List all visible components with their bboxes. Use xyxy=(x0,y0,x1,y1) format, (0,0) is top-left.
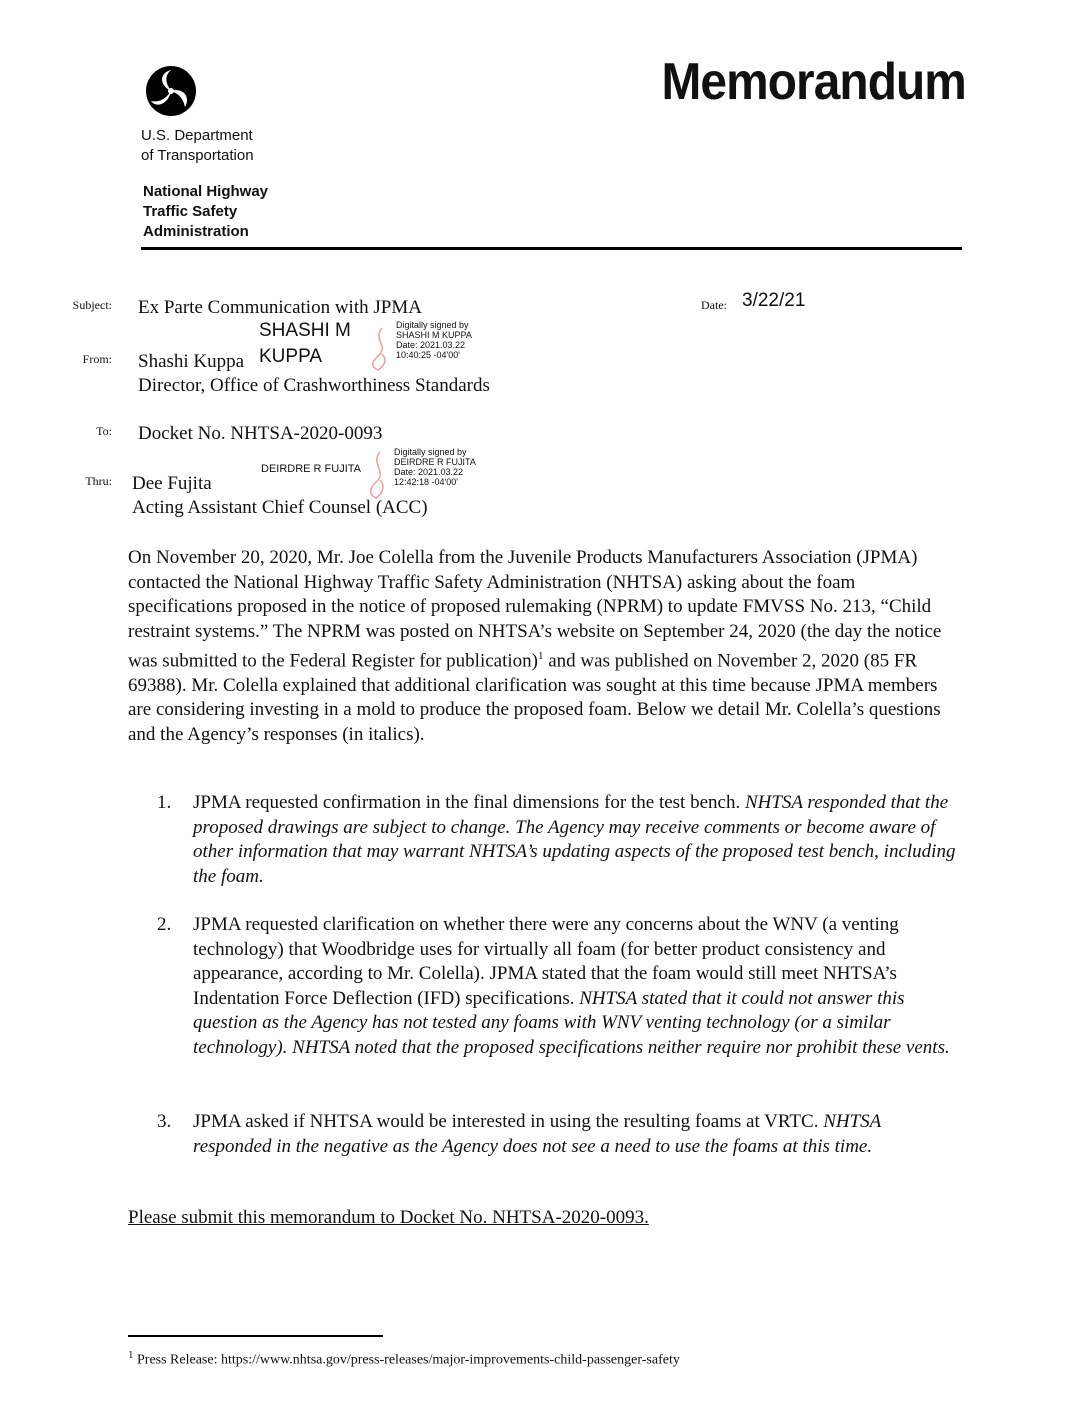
dot-logo-icon xyxy=(145,65,197,117)
footnote-divider xyxy=(128,1335,383,1337)
signature-mark-icon xyxy=(368,326,392,372)
header-divider xyxy=(141,247,962,250)
subject-value: Ex Parte Communication with JPMA xyxy=(138,297,422,318)
subject-label: Subject: xyxy=(72,298,112,312)
intro-paragraph: On November 20, 2020, Mr. Joe Colella from the Juvenile Products Manufacturers Association (JPMA) contacted the National Highway Traffic Safety Administration (NHTSA) asking about the foam specifications proposed in the notice of proposed rulemaking (NPRM) to update FMVSS No. 213, “Child restraint systems.” The NPRM was posted on NHTSA’s website on September 24, 2020 (the day the notice was submitted to the Federal Register for publication)$^1$ and was published on November 2, 2020 (85 FR 69388). Mr. Colella explained that additional clarification was sought at this time because JPMA members are considering investing in a mold to produce the proposed foam. Below we detail Mr. Colella’s questions and the Agency’s responses (in italics). xyxy=(128,547,942,745)
memo-title: Memorandum xyxy=(661,53,966,111)
to-value: Docket No. NHTSA-2020-0093 xyxy=(138,423,383,444)
date-label: Date: xyxy=(701,298,727,312)
date-value: 3/22/21 xyxy=(742,290,806,311)
thru-title: Acting Assistant Chief Counsel (ACC) xyxy=(132,497,428,518)
signature2-name: DEIRDRE R FUJITA xyxy=(261,463,362,475)
signature-name-line1: SHASHI M xyxy=(259,320,351,341)
department-name: U.S. Department of Transportation xyxy=(141,127,254,164)
list-item: 2. JPMA requested clarification on whether there were any concerns about the WNV (a venting technology) that Woodbridge uses for virtually all foam (for better product consistency and appearance, according to Mr. Colella). JPMA stated that the foam would still meet NHTSA’s Indentation Force Deflection (IFD) specifications. NHTSA stated that it could not answer this question as the Agency has not tested any foams with WNV venting technology (or a similar technology). NHTSA noted that the proposed specifications neither require nor prohibit these vents. xyxy=(157,914,950,1058)
signature-details: Digitally signed by SHASHI M KUPPA Date: 2021.03.22 10:40:25 -04'00' xyxy=(396,320,472,360)
from-label: From: xyxy=(82,352,112,366)
signature-name-line2: KUPPA xyxy=(259,346,323,367)
footnote: $^1$ Press Release: https://www.nhtsa.gov/press-releases/major-improvements-child-passenger-safety xyxy=(128,1349,680,1368)
list-item: 3. JPMA asked if NHTSA would be interested in using the resulting foams at VRTC. NHTSA responded in the negative as the Agency does not see a need to use the foams at this time. xyxy=(157,1111,881,1157)
signature2-details: Digitally signed by DEIRDRE R FUJITA Date: 2021.03.22 12:42:18 -04'00' xyxy=(394,447,476,487)
from-name: Shashi Kuppa xyxy=(138,351,245,372)
to-label: To: xyxy=(96,424,112,438)
list-item: 1. JPMA requested confirmation in the final dimensions for the test bench. NHTSA responded that the proposed drawings are subject to change. The Agency may receive comments or become aware of other information that may warrant NHTSA’s updating aspects of the proposed test bench, including the foam. xyxy=(157,792,956,887)
thru-name: Dee Fujita xyxy=(132,473,212,494)
signature2-mark-icon xyxy=(366,450,390,500)
from-title: Director, Office of Crashworthiness Standards xyxy=(138,375,490,396)
footnote-text[interactable]: Press Release: https://www.nhtsa.gov/press-releases/major-improvements-child-passenger-safety xyxy=(133,1352,680,1368)
closing-instruction: Please submit this memorandum to Docket No. NHTSA-2020-0093. xyxy=(128,1207,649,1228)
thru-label: Thru: xyxy=(85,474,112,488)
agency-name: National Highway Traffic Safety Administration xyxy=(143,183,269,240)
footnote-ref[interactable]: 1 xyxy=(537,650,544,662)
